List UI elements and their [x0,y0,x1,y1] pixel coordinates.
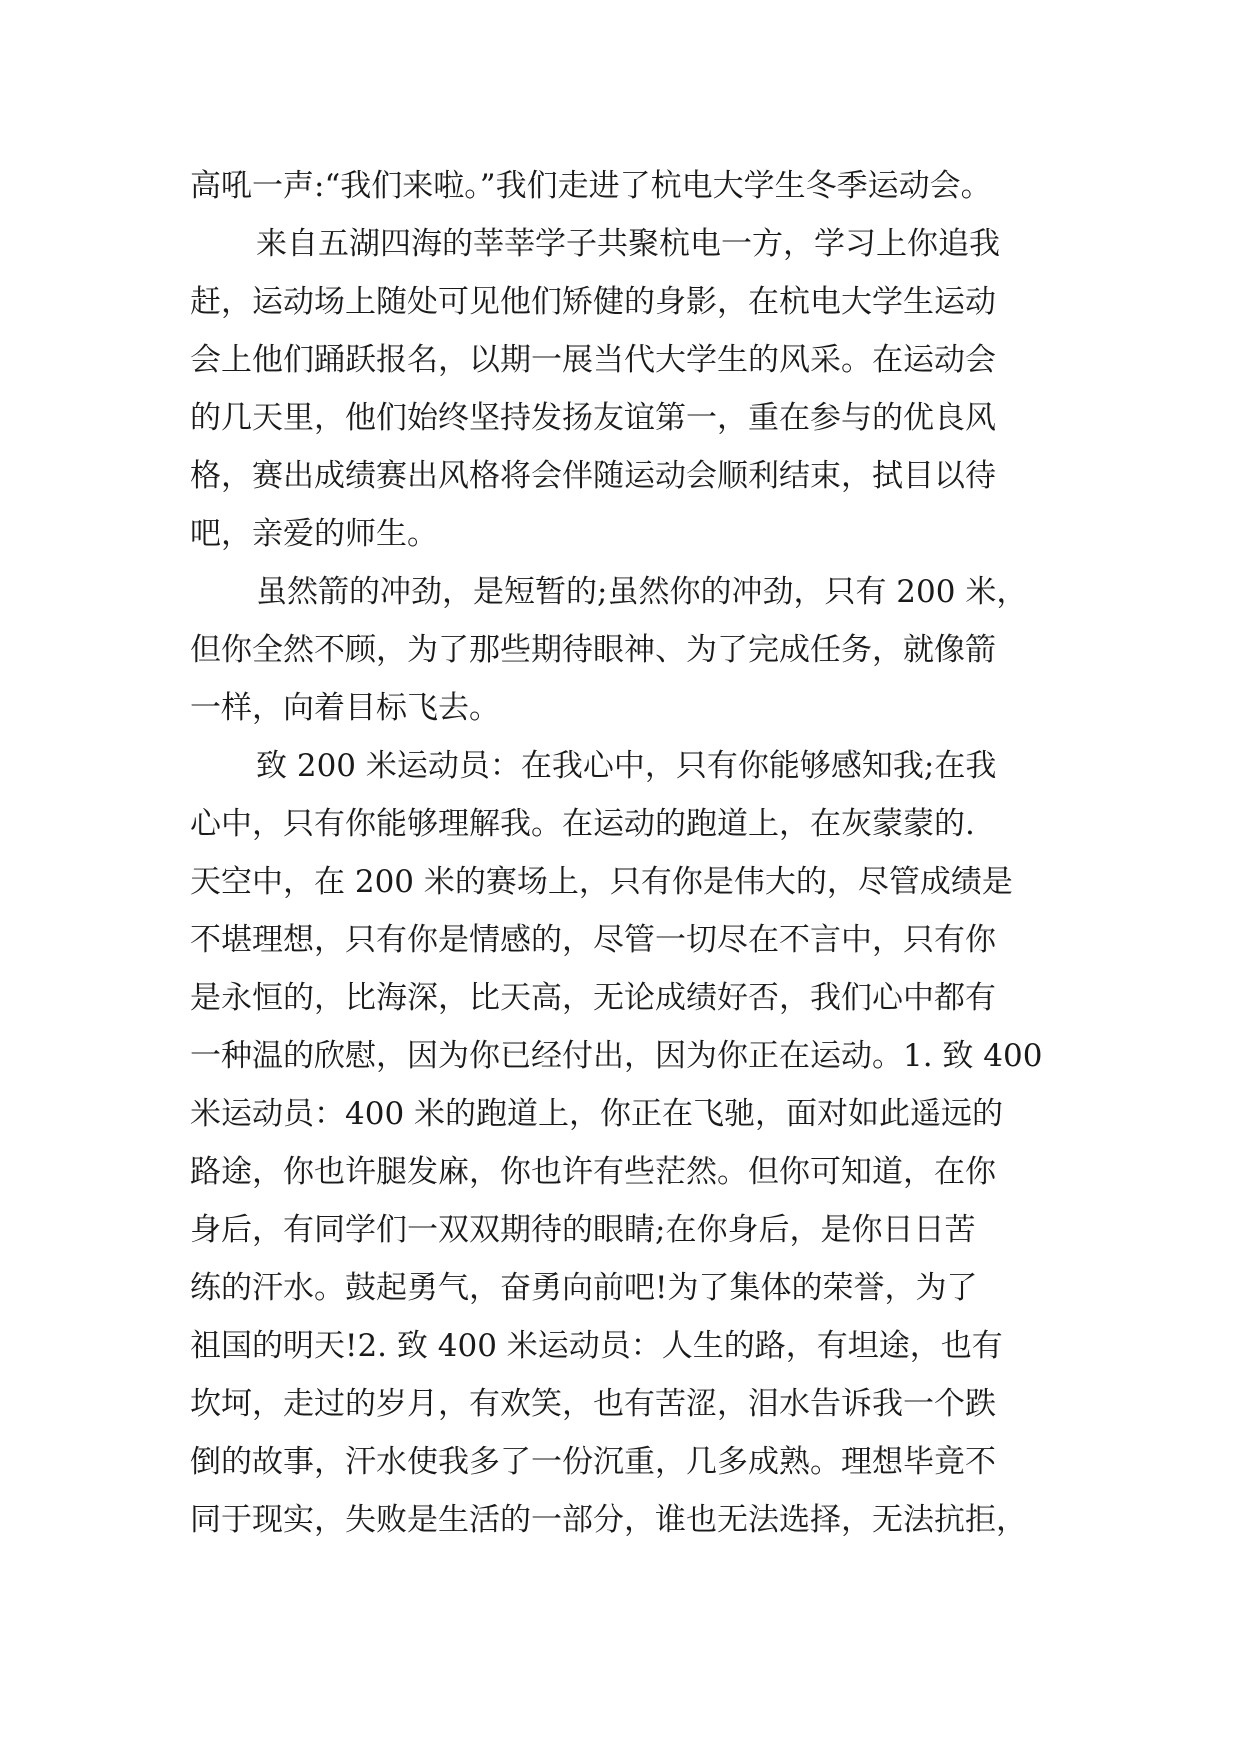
text-line: 心中，只有你能够理解我。在运动的跑道上，在灰蒙蒙的. [190,806,975,842]
text-line: 倒的故事，汗水使我多了一份沉重，几多成熟。理想毕竟不 [190,1444,996,1480]
text-line: 祖国的明天!2. 致 400 米运动员：人生的路，有坦途，也有 [190,1328,1003,1364]
text-line: 格，赛出成绩赛出风格将会伴随运动会顺利结束，拭目以待 [190,458,996,494]
body-text [190,157,1052,1549]
text-line: 高吼一声:“我们来啦。”我们走进了杭电大学生冬季运动会。 [190,168,992,204]
text-line: 米运动员：400 米的跑道上，你正在飞驰，面对如此遥远的 [190,1096,1004,1132]
text-line: 是永恒的，比海深，比天高，无论成绩好否，我们心中都有 [190,980,996,1016]
text-line: 路途，你也许腿发麻，你也许有些茫然。但你可知道，在你 [190,1154,996,1190]
text-line: 练的汗水。鼓起勇气，奋勇向前吧!为了集体的荣誉，为了 [190,1270,978,1306]
text-line: 一样，向着目标飞去。 [190,690,500,726]
text-line: 不堪理想，只有你是情感的，尽管一切尽在不言中，只有你 [190,922,996,958]
text-line: 一种温的欣慰，因为你已经付出，因为你正在运动。1. 致 400 [190,1038,1043,1074]
paragraph-start-line: 致 200 米运动员：在我心中，只有你能够感知我;在我 [256,748,997,784]
text-line: 吧，亲爱的师生。 [190,516,438,552]
paragraph-start-line: 来自五湖四海的莘莘学子共聚杭电一方，学习上你追我 [256,226,1000,262]
text-line: 会上他们踊跃报名，以期一展当代大学生的风采。在运动会 [190,342,996,378]
text-line: 坎坷，走过的岁月，有欢笑，也有苦涩，泪水告诉我一个跌 [190,1386,996,1422]
text-line: 赶，运动场上随处可见他们矫健的身影，在杭电大学生运动 [190,284,996,320]
text-line: 的几天里，他们始终坚持发扬友谊第一，重在参与的优良风 [190,400,996,436]
text-line: 身后，有同学们一双双期待的眼睛;在你身后，是你日日苦 [190,1212,976,1248]
text-line: 天空中，在 200 米的赛场上，只有你是伟大的，尽管成绩是 [190,864,1013,900]
paragraph-start-line: 虽然箭的冲劲，是短暂的;虽然你的冲劲，只有 200 米， [256,574,1028,610]
text-line: 同于现实，失败是生活的一部分，谁也无法选择，无法抗拒， [190,1502,1027,1538]
text-line: 但你全然不顾，为了那些期待眼神、为了完成任务，就像箭 [190,632,996,668]
